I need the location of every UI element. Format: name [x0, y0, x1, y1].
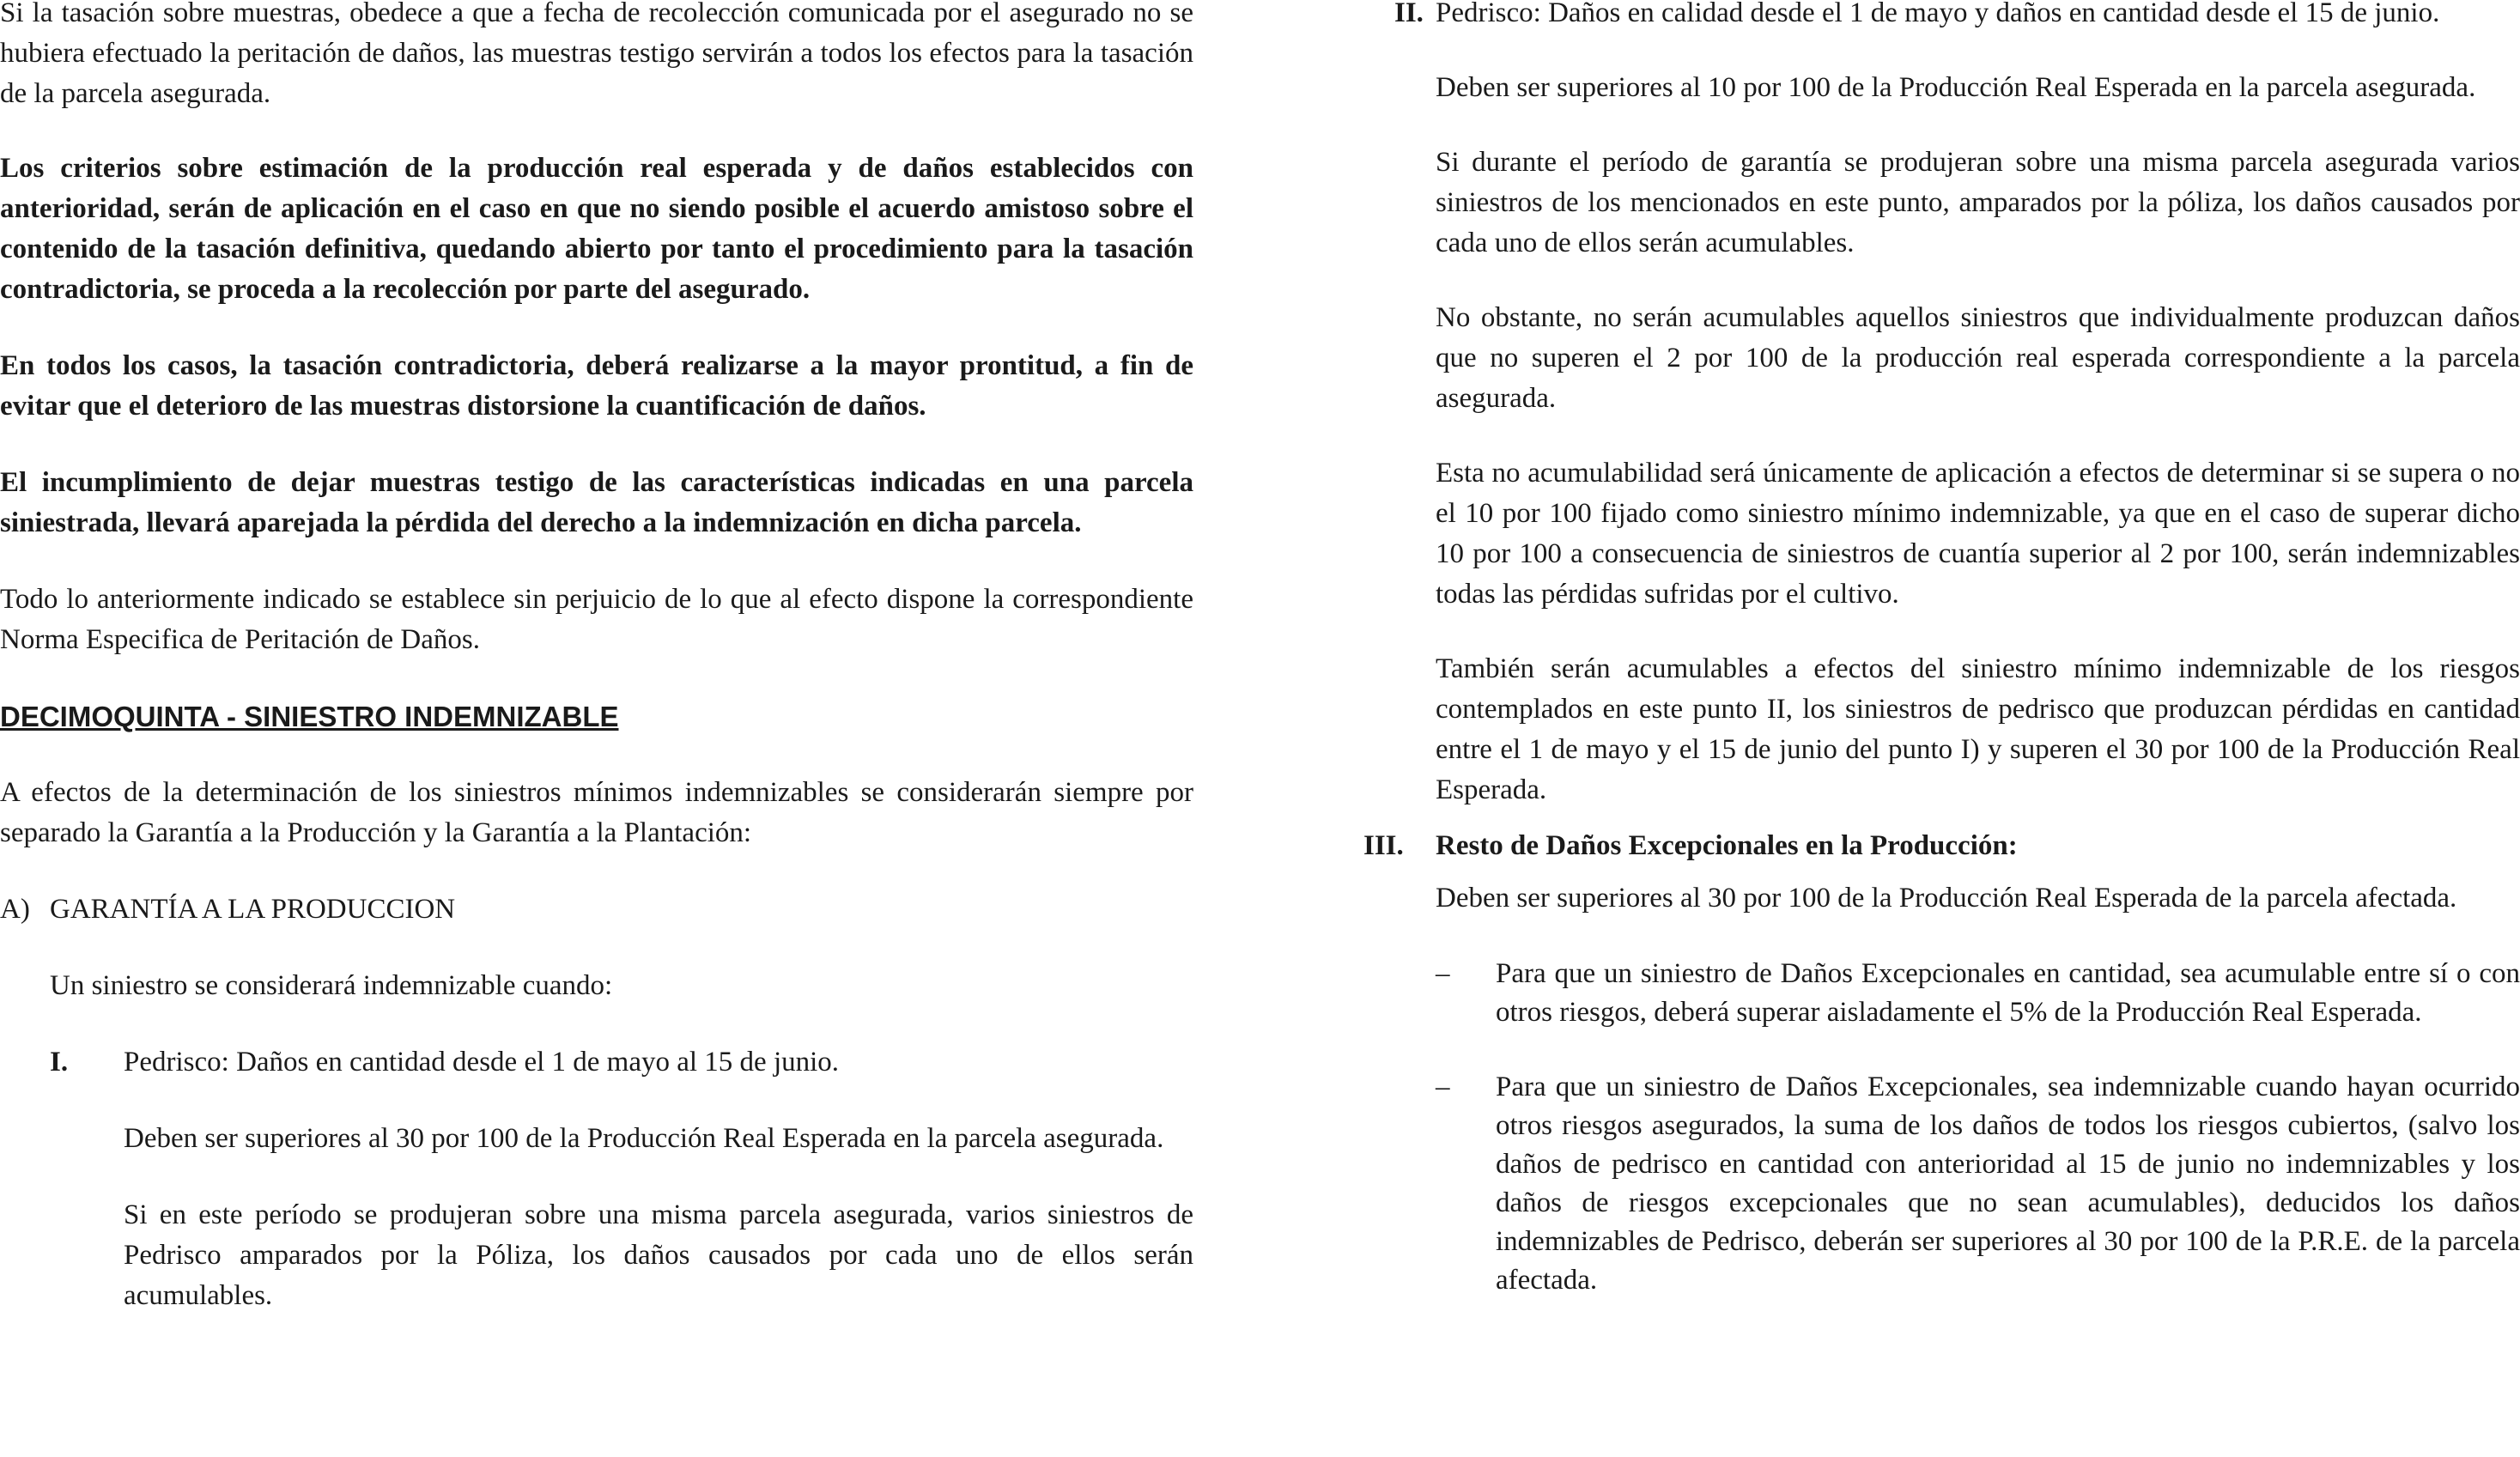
paragraph-norma-especifica: Todo lo anteriormente indicado se establece sin perjuicio de lo que al efecto dispone la correspondiente Norma Especifica de Peritación de Daños. — [0, 584, 1193, 655]
item-i-title: Pedrisco: Daños en cantidad desde el 1 de mayo al 15 de junio. — [124, 1047, 840, 1078]
paragraph-tasacion-muestras: Si la tasación sobre muestras, obedece a que a fecha de recolección comunicada por el asegurado no se hubiera efectuado la peritación de daños, las muestras testigo servirán a todos los efectos para la tasación de la parcela asegurada. — [0, 0, 1193, 109]
right-column — [1363, 0, 2520, 1300]
item-ii-heading — [1363, 0, 2520, 33]
item-ii-title: Pedrisco: Daños en calidad desde el 1 de mayo y daños en cantidad desde el 15 de junio. — [1436, 0, 2440, 28]
item-ii-paragraph-5: También serán acumulables a efectos del siniestro mínimo indemnizable de los riesgos contemplados en este punto II, los siniestros de pedrisco que produzcan pérdidas en cantidad entre el 1 de mayo y el 15 de junio del punto I) y superen el 30 por 100 de la Producción Real Esperada. — [1436, 653, 2520, 805]
item-i-heading — [0, 1042, 1193, 1083]
item-i-paragraph-1: Deben ser superiores al 30 por 100 de la Producción Real Esperada en la parcela asegurada. — [124, 1123, 1164, 1154]
item-iii-title: Resto de Daños Excepcionales en la Producción: — [1436, 830, 2018, 861]
item-i-number: I. — [50, 1047, 69, 1078]
paragraph-tasacion-contradictoria: En todos los casos, la tasación contradictoria, deberá realizarse a la mayor prontitud, a fin de evitar que el deterioro de las muestras distorsione la cuantificación de daños. — [0, 350, 1193, 422]
dash-item-text: Para que un siniestro de Daños Excepcionales en cantidad, sea acumulable entre sí o con otros riesgos, deberá superar aisladamente el 5% de la Producción Real Esperada. — [1496, 958, 2520, 1028]
item-iii-heading — [1363, 826, 2520, 866]
item-ii-paragraph-1: Deben ser superiores al 10 por 100 de la Producción Real Esperada en la parcela asegurada. — [1436, 72, 2476, 103]
item-iii-number: III. — [1363, 830, 1404, 861]
paragraph-siniestros-minimos: A efectos de la determinación de los siniestros mínimos indemnizables se considerarán siempre por separado la Garantía a la Producción y la Garantía a la Plantación: — [0, 777, 1193, 848]
dash-item-indemnizable — [1363, 1068, 2520, 1300]
dash-item-acumulable — [1363, 955, 2520, 1032]
dash-item-text: Para que un siniestro de Daños Excepcionales, sea indemnizable cuando hayan ocurrido otros riesgos asegurados, la suma de los daños de todos los riesgos cubiertos, (salvo los daños de pedrisco en cantidad con anterioridad al 15 de junio no indemnizables y los daños de riesgos excepcionales que no sean acumulables), deducidos los daños indemnizables de Pedrisco, deberán ser superiores al 30 por 100 de la P.R.E. de la parcela afectada. — [1496, 1072, 2520, 1296]
paragraph-indemnizable-cuando: Un siniestro se considerará indemnizable cuando: — [50, 970, 613, 1001]
subsection-title: GARANTÍA A LA PRODUCCION — [50, 894, 456, 925]
item-i-paragraph-2: Si en este período se produjeran sobre una misma parcela asegurada, varios siniestros de Pedrisco amparados por la Póliza, los daños causados por cada uno de ellos serán acumulables. — [124, 1199, 1193, 1311]
paragraph-incumplimiento: El incumplimiento de dejar muestras testigo de las características indicadas en una parcela siniestrada, llevará aparejada la pérdida del derecho a la indemnización en dicha parcela. — [0, 467, 1193, 538]
left-column — [0, 0, 1193, 1316]
item-ii-paragraph-3: No obstante, no serán acumulables aquellos siniestros que individualmente produzcan daños que no superen el 2 por 100 de la producción real esperada correspondiente a la parcela asegurada. — [1436, 302, 2520, 414]
item-ii-paragraph-4: Esta no acumulabilidad será únicamente de aplicación a efectos de determinar si se supera o no el 10 por 100 fijado como siniestro mínimo indemnizable, ya que en el caso de superar dicho 10 por 100 a consecuencia de siniestros de cuantía superior al 2 por 100, serán indemnizables todas las pérdidas sufridas por el cultivo. — [1436, 458, 2520, 610]
item-ii-paragraph-2: Si durante el período de garantía se produjeran sobre una misma parcela asegurada varios siniestros de los mencionados en este punto, amparados por la póliza, los daños causados por cada uno de ellos serán acumulables. — [1436, 147, 2520, 258]
dash-mark: – — [1436, 958, 1450, 989]
section-heading: DECIMOQUINTA - SINIESTRO INDEMNIZABLE — [0, 701, 619, 732]
dash-mark: – — [1436, 1072, 1450, 1102]
paragraph-criterios-estimacion: Los criterios sobre estimación de la producción real esperada y de daños establecidos con anterioridad, serán de aplicación en el caso en que no siendo posible el acuerdo amistoso sobre el contenido de la tasación definitiva, quedando abierto por tanto el procedimiento para la tasación contradictoria, se proceda a la recolección por parte del asegurado. — [0, 153, 1193, 305]
item-ii-number: II. — [1394, 0, 1424, 28]
item-iii-paragraph-1: Deben ser superiores al 30 por 100 de la Producción Real Esperada de la parcela afectada. — [1436, 883, 2457, 914]
subsection-garantia-produccion — [0, 889, 1193, 930]
subsection-label: A) — [0, 894, 30, 925]
